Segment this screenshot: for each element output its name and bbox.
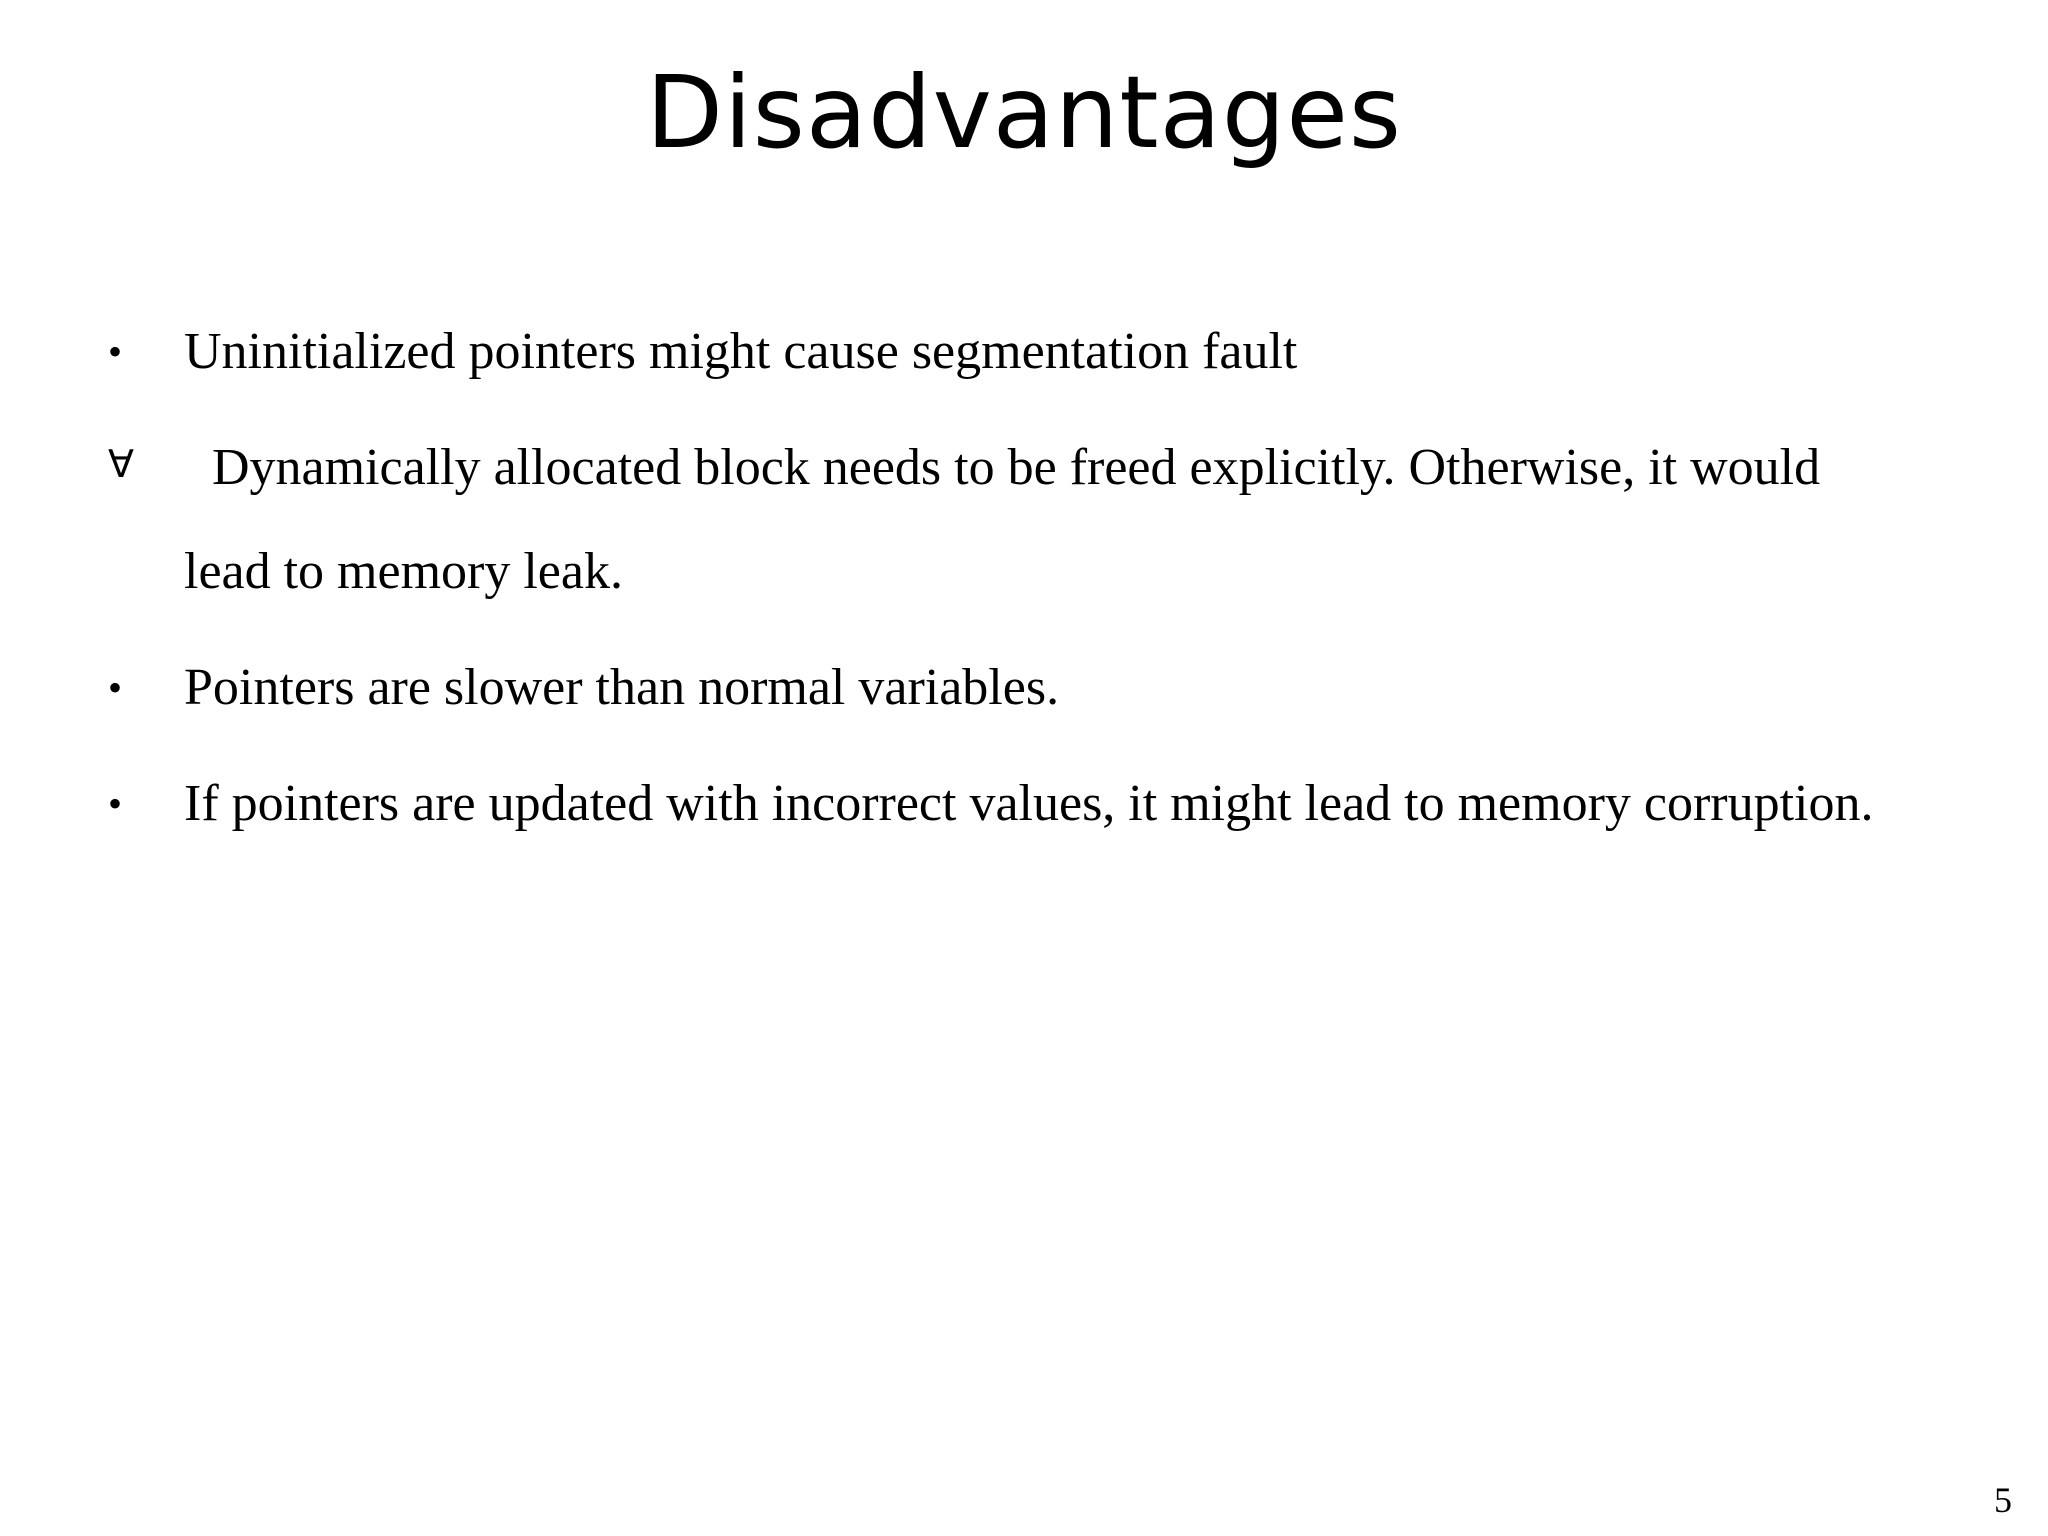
bullet-text: Uninitialized pointers might cause segmentation fault	[184, 323, 1298, 380]
page-number: 5	[1994, 1480, 2012, 1520]
bullet-icon: •	[108, 665, 123, 710]
bullet-icon: •	[108, 329, 123, 374]
list-item	[108, 300, 1908, 404]
bullet-text: Dynamically allocated block needs to be freed explicitly. Otherwise, it would lead to memory leak.	[184, 439, 1821, 600]
slide-title: Disadvantages	[645, 54, 1403, 171]
bullet-icon: •	[108, 781, 123, 826]
list-item	[108, 636, 1908, 740]
list-item	[108, 752, 1908, 856]
bullet-list	[108, 300, 1908, 868]
bullet-text: If pointers are updated with incorrect values, it might lead to memory corruption.	[184, 775, 1874, 832]
bullet-text: Pointers are slower than normal variables.	[184, 659, 1060, 716]
list-item	[108, 416, 1908, 624]
forall-bullet-icon: ∀	[108, 442, 134, 486]
